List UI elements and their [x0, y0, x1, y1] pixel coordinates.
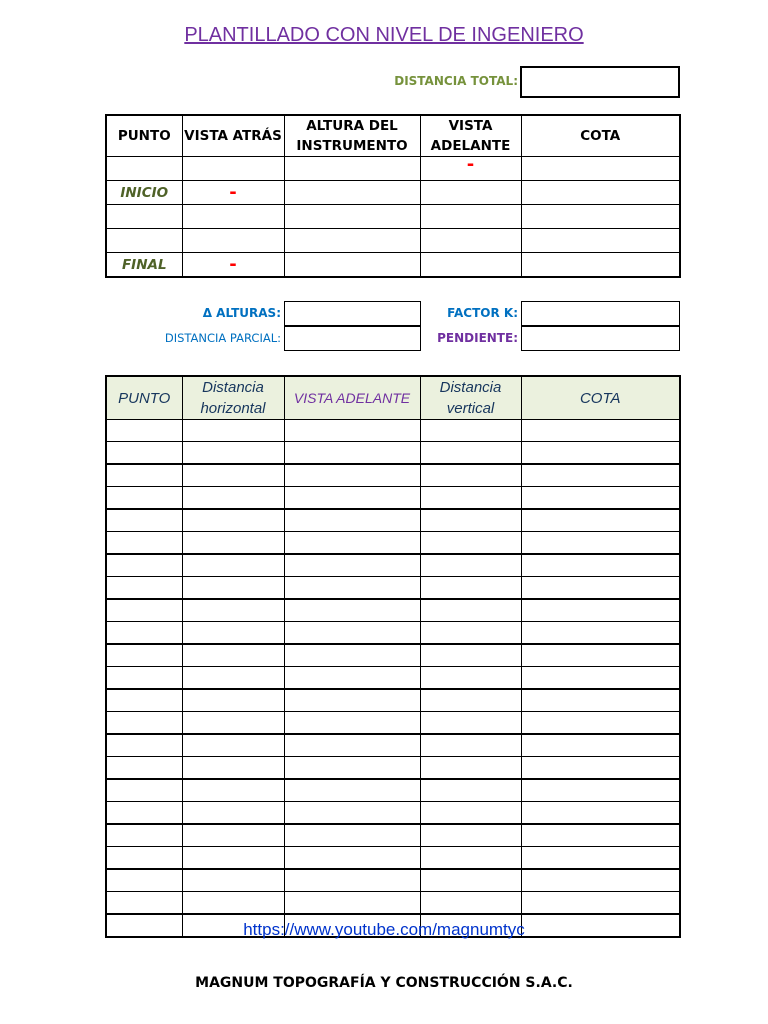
table-cell[interactable] [182, 802, 284, 825]
table-cell[interactable] [182, 464, 284, 487]
table-cell[interactable] [420, 554, 521, 577]
header-cota: COTA [521, 376, 680, 420]
table-cell[interactable] [521, 205, 680, 229]
table-cell[interactable] [284, 442, 420, 465]
table-cell[interactable] [284, 229, 420, 253]
table-row [106, 869, 680, 892]
factor-k-field[interactable] [521, 301, 680, 326]
table-cell[interactable] [106, 622, 182, 645]
table-cell[interactable] [106, 802, 182, 825]
header-altura-instrumento: ALTURA DEL INSTRUMENTO [284, 115, 420, 157]
table-cell[interactable] [420, 229, 521, 253]
table-cell[interactable]: - [420, 157, 521, 181]
readings-table [105, 375, 681, 938]
table-row [106, 667, 680, 690]
table-cell[interactable] [284, 622, 420, 645]
factor-k-label: FACTOR K: [447, 306, 518, 320]
table-row [106, 892, 680, 915]
table-cell[interactable] [284, 577, 420, 600]
table-cell[interactable] [106, 229, 182, 253]
table-cell[interactable] [284, 689, 420, 712]
table-cell[interactable] [521, 734, 680, 757]
table-cell[interactable] [182, 157, 284, 181]
table-row [106, 554, 680, 577]
table-cell[interactable] [106, 420, 182, 442]
table-cell[interactable] [521, 802, 680, 825]
table-cell[interactable] [182, 734, 284, 757]
table-row [106, 509, 680, 532]
table-cell[interactable] [420, 577, 521, 600]
table-row [106, 779, 680, 802]
header-punto: PUNTO [106, 115, 182, 157]
table-cell[interactable] [284, 487, 420, 510]
table-cell[interactable] [182, 554, 284, 577]
table-cell[interactable] [182, 667, 284, 690]
table-cell[interactable] [106, 487, 182, 510]
table-cell[interactable] [284, 157, 420, 181]
table-cell[interactable] [521, 622, 680, 645]
table-cell[interactable] [420, 622, 521, 645]
table-row [106, 157, 680, 181]
table-cell[interactable] [521, 869, 680, 892]
table-cell[interactable] [284, 667, 420, 690]
table-row [106, 420, 680, 442]
table-row [106, 253, 680, 278]
distancia-total-field[interactable] [520, 66, 680, 98]
table-cell[interactable] [420, 734, 521, 757]
table-cell[interactable] [521, 847, 680, 870]
table-cell[interactable] [420, 712, 521, 735]
table-cell[interactable] [521, 253, 680, 278]
table-cell[interactable] [106, 509, 182, 532]
table-cell[interactable] [521, 509, 680, 532]
table-cell[interactable] [420, 509, 521, 532]
table-cell[interactable] [420, 757, 521, 780]
table-row [106, 577, 680, 600]
header-distancia-vertical: Distancia vertical [420, 376, 521, 420]
table-cell[interactable] [521, 532, 680, 555]
table-cell[interactable] [106, 644, 182, 667]
table-cell[interactable] [284, 420, 420, 442]
table-row [106, 229, 680, 253]
readings-header-row [106, 376, 680, 420]
table-cell[interactable] [182, 644, 284, 667]
table-cell[interactable] [521, 442, 680, 465]
table-cell[interactable] [521, 577, 680, 600]
table-cell[interactable] [106, 847, 182, 870]
table-cell[interactable] [521, 779, 680, 802]
table-cell[interactable] [182, 712, 284, 735]
table-cell[interactable] [106, 532, 182, 555]
table-cell[interactable] [420, 181, 521, 205]
table-cell[interactable] [521, 420, 680, 442]
header-distancia-horizontal: Distancia horizontal [182, 376, 284, 420]
table-cell[interactable]: FINAL [106, 253, 182, 278]
table-row [106, 847, 680, 870]
table-cell[interactable] [182, 847, 284, 870]
distancia-total-label: DISTANCIA TOTAL: [394, 74, 518, 88]
delta-alturas-label: Δ ALTURAS: [202, 306, 281, 320]
table-cell[interactable] [521, 229, 680, 253]
table-cell[interactable] [420, 442, 521, 465]
pendiente-label: PENDIENTE: [437, 331, 518, 345]
table-cell[interactable] [521, 599, 680, 622]
pendiente-field[interactable] [521, 326, 680, 351]
table-cell[interactable] [284, 532, 420, 555]
table-cell[interactable] [106, 869, 182, 892]
table-row [106, 487, 680, 510]
table-cell[interactable] [521, 757, 680, 780]
table-row [106, 464, 680, 487]
table-cell[interactable] [420, 532, 521, 555]
table-cell[interactable] [182, 487, 284, 510]
delta-alturas-field[interactable] [284, 301, 421, 326]
table-row [106, 757, 680, 780]
table-cell[interactable] [106, 599, 182, 622]
table-row [106, 644, 680, 667]
table-cell[interactable]: - [182, 181, 284, 205]
table-cell[interactable] [182, 599, 284, 622]
table-cell[interactable] [521, 181, 680, 205]
table-cell[interactable] [420, 802, 521, 825]
table-cell[interactable] [284, 757, 420, 780]
table-cell[interactable] [284, 734, 420, 757]
table-cell[interactable] [521, 712, 680, 735]
table-cell[interactable] [182, 442, 284, 465]
table-cell[interactable] [420, 464, 521, 487]
table-cell[interactable] [106, 824, 182, 847]
table-cell[interactable] [284, 464, 420, 487]
table-row [106, 802, 680, 825]
table-cell[interactable] [420, 869, 521, 892]
table-cell[interactable] [106, 442, 182, 465]
leveling-table [105, 114, 681, 278]
table-cell[interactable] [106, 667, 182, 690]
table-row [106, 532, 680, 555]
header-vista-adelante: VISTA ADELANTE [420, 115, 521, 157]
table-cell[interactable] [284, 554, 420, 577]
table-cell[interactable] [106, 757, 182, 780]
table-cell[interactable]: INICIO [106, 181, 182, 205]
table-cell[interactable]: - [182, 253, 284, 278]
table-row [106, 181, 680, 205]
table-row [106, 712, 680, 735]
table-cell[interactable] [182, 824, 284, 847]
readings-body [106, 420, 680, 938]
table-cell[interactable] [420, 824, 521, 847]
table-row [106, 824, 680, 847]
table-cell[interactable] [284, 509, 420, 532]
table-cell[interactable] [521, 487, 680, 510]
table-cell[interactable] [521, 464, 680, 487]
table-cell[interactable] [284, 181, 420, 205]
table-cell[interactable] [521, 554, 680, 577]
table-cell[interactable] [420, 205, 521, 229]
leveling-header-row [106, 115, 680, 157]
table-cell[interactable] [182, 757, 284, 780]
youtube-link[interactable]: https://www.youtube.com/magnumtyc [243, 920, 525, 939]
table-cell[interactable] [182, 577, 284, 600]
table-cell[interactable] [182, 420, 284, 442]
table-cell[interactable] [284, 847, 420, 870]
header-cota: COTA [521, 115, 680, 157]
distancia-parcial-label: DISTANCIA PARCIAL: [164, 331, 281, 345]
distancia-parcial-field[interactable] [284, 326, 421, 351]
table-cell[interactable] [420, 667, 521, 690]
table-cell[interactable] [420, 689, 521, 712]
table-row [106, 734, 680, 757]
table-cell[interactable] [420, 847, 521, 870]
table-cell[interactable] [420, 599, 521, 622]
table-cell[interactable] [106, 464, 182, 487]
table-cell[interactable] [106, 157, 182, 181]
header-punto: PUNTO [106, 376, 182, 420]
table-cell[interactable] [284, 824, 420, 847]
table-cell[interactable] [521, 644, 680, 667]
table-cell[interactable] [106, 734, 182, 757]
table-cell[interactable] [182, 532, 284, 555]
header-vista-adelante: VISTA ADELANTE [284, 376, 420, 420]
table-cell[interactable] [284, 802, 420, 825]
table-cell[interactable] [284, 712, 420, 735]
table-cell[interactable] [284, 779, 420, 802]
table-cell[interactable] [420, 892, 521, 915]
table-cell[interactable] [521, 667, 680, 690]
table-cell[interactable] [521, 689, 680, 712]
table-cell[interactable] [106, 892, 182, 915]
table-cell[interactable] [284, 253, 420, 278]
table-cell[interactable] [521, 157, 680, 181]
table-cell[interactable] [420, 644, 521, 667]
table-cell[interactable] [284, 599, 420, 622]
table-cell[interactable] [106, 554, 182, 577]
table-row [106, 689, 680, 712]
table-cell[interactable] [420, 779, 521, 802]
table-cell[interactable] [182, 689, 284, 712]
table-cell[interactable] [420, 253, 521, 278]
table-cell[interactable] [521, 824, 680, 847]
table-cell[interactable] [182, 779, 284, 802]
table-cell[interactable] [106, 205, 182, 229]
table-cell[interactable] [182, 205, 284, 229]
table-cell[interactable] [182, 892, 284, 915]
table-row [106, 599, 680, 622]
table-cell[interactable] [182, 509, 284, 532]
table-cell[interactable] [106, 689, 182, 712]
table-row [106, 442, 680, 465]
table-cell[interactable] [521, 892, 680, 915]
table-cell[interactable] [182, 229, 284, 253]
table-row [106, 205, 680, 229]
table-cell[interactable] [420, 487, 521, 510]
table-cell[interactable] [182, 869, 284, 892]
table-cell[interactable] [106, 577, 182, 600]
table-cell[interactable] [106, 779, 182, 802]
table-cell[interactable] [106, 712, 182, 735]
header-vista-atras: VISTA ATRÁS [182, 115, 284, 157]
table-cell[interactable] [284, 869, 420, 892]
table-cell[interactable] [284, 644, 420, 667]
company-footer: MAGNUM TOPOGRAFÍA Y CONSTRUCCIÓN S.A.C. [195, 975, 573, 991]
table-cell[interactable] [284, 892, 420, 915]
page-title: PLANTILLADO CON NIVEL DE INGENIERO [184, 24, 584, 46]
table-cell[interactable] [182, 622, 284, 645]
table-row [106, 622, 680, 645]
table-cell[interactable] [420, 420, 521, 442]
table-cell[interactable] [284, 205, 420, 229]
